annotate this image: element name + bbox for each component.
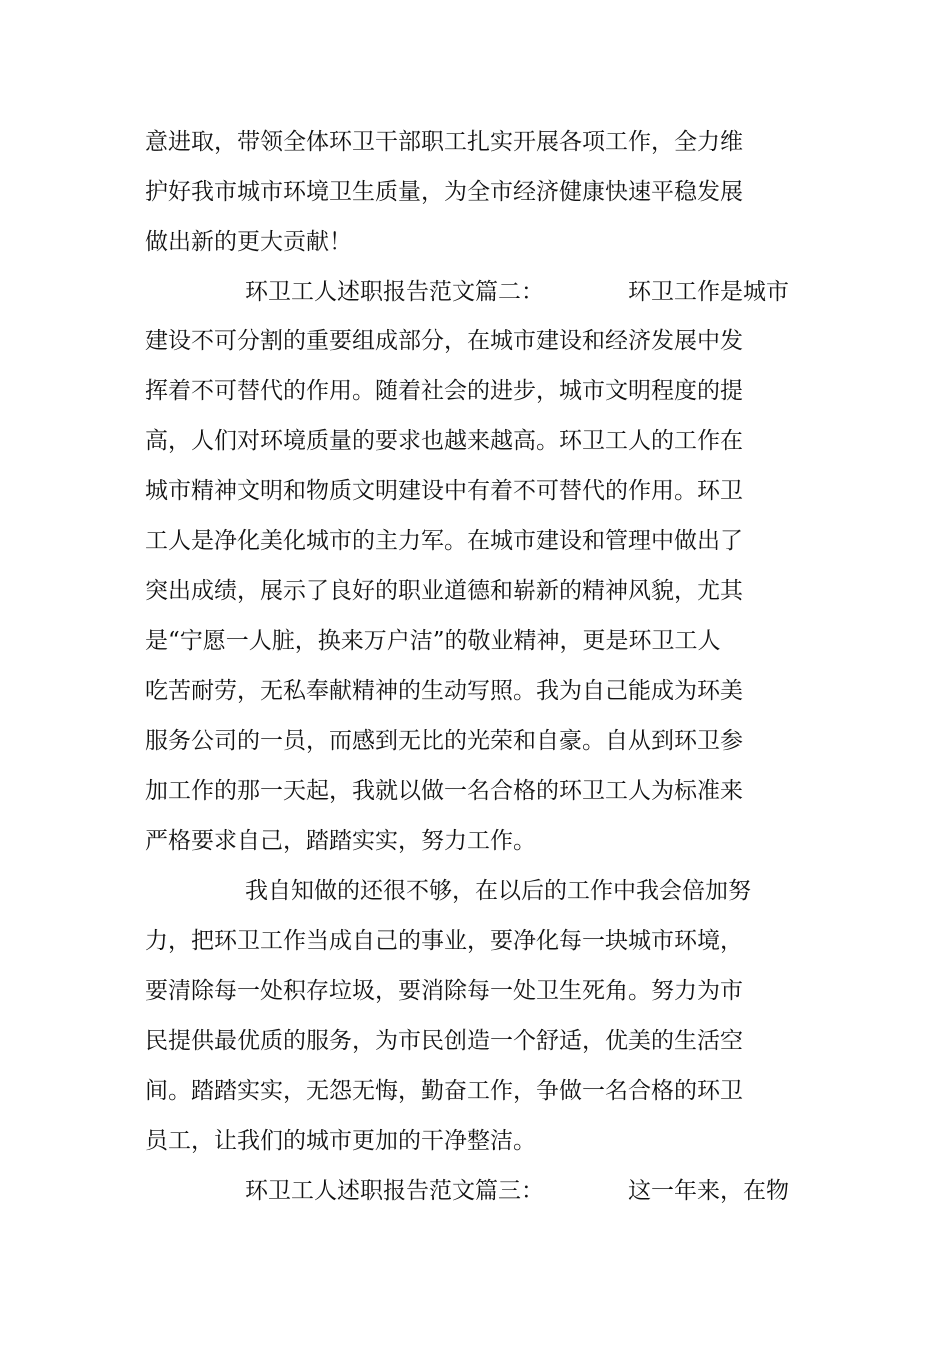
text-line: 力，把环卫工作当成自己的事业，要净化每一块城市环境， (145, 928, 743, 954)
text-line: 建设不可分割的重要组成部分，在城市建设和经济发展中发 (145, 328, 743, 354)
text-line: 吃苦耐劳，无私奉献精神的生动写照。我为自己能成为环美 (145, 678, 743, 704)
text-line: 严格要求自己，踏踏实实，努力工作。 (145, 828, 536, 854)
text-line: 突出成绩，展示了良好的职业道德和崭新的精神风貌，尤其 (145, 578, 743, 604)
text-line: 服务公司的一员，而感到无比的光荣和自豪。自从到环卫参 (145, 728, 743, 754)
text-line: 城市精神文明和物质文明建设中有着不可替代的作用。环卫 (145, 478, 743, 504)
text-line: 要清除每一处积存垃圾，要消除每一处卫生死角。努力为市 (145, 978, 743, 1004)
paragraph-start: 我自知做的还很不够，在以后的工作中我会倍加努 (245, 878, 751, 904)
text-line: 加工作的那一天起，我就以做一名合格的环卫工人为标准来 (145, 778, 743, 804)
text-line: 间。踏踏实实，无怨无悔，勤奋工作，争做一名合格的环卫 (145, 1078, 743, 1104)
text-line: 挥着不可替代的作用。随着社会的进步，城市文明程度的提 (145, 378, 743, 404)
paragraph-start: 这一年来，在物 (628, 1178, 789, 1204)
text-line: 工人是净化美化城市的主力军。在城市建设和管理中做出了 (145, 528, 743, 554)
section-heading: 环卫工人述职报告范文篇二： (245, 279, 544, 305)
text-line: 做出新的更大贡献！ (145, 229, 352, 255)
paragraph-start: 环卫工作是城市 (628, 279, 789, 305)
text-line: 护好我市城市环境卫生质量，为全市经济健康快速平稳发展 (145, 179, 743, 205)
text-line: 意进取，带领全体环卫干部职工扎实开展各项工作，全力维 (145, 129, 743, 155)
text-line: 民提供最优质的服务，为市民创造一个舒适，优美的生活空 (145, 1028, 743, 1054)
text-line: 是“宁愿一人脏，换来万户洁”的敬业精神，更是环卫工人 (145, 628, 721, 654)
text-line: 高，人们对环境质量的要求也越来越高。环卫工人的工作在 (145, 428, 743, 454)
section-heading: 环卫工人述职报告范文篇三： (245, 1178, 544, 1204)
text-line: 员工，让我们的城市更加的干净整洁。 (145, 1128, 536, 1154)
